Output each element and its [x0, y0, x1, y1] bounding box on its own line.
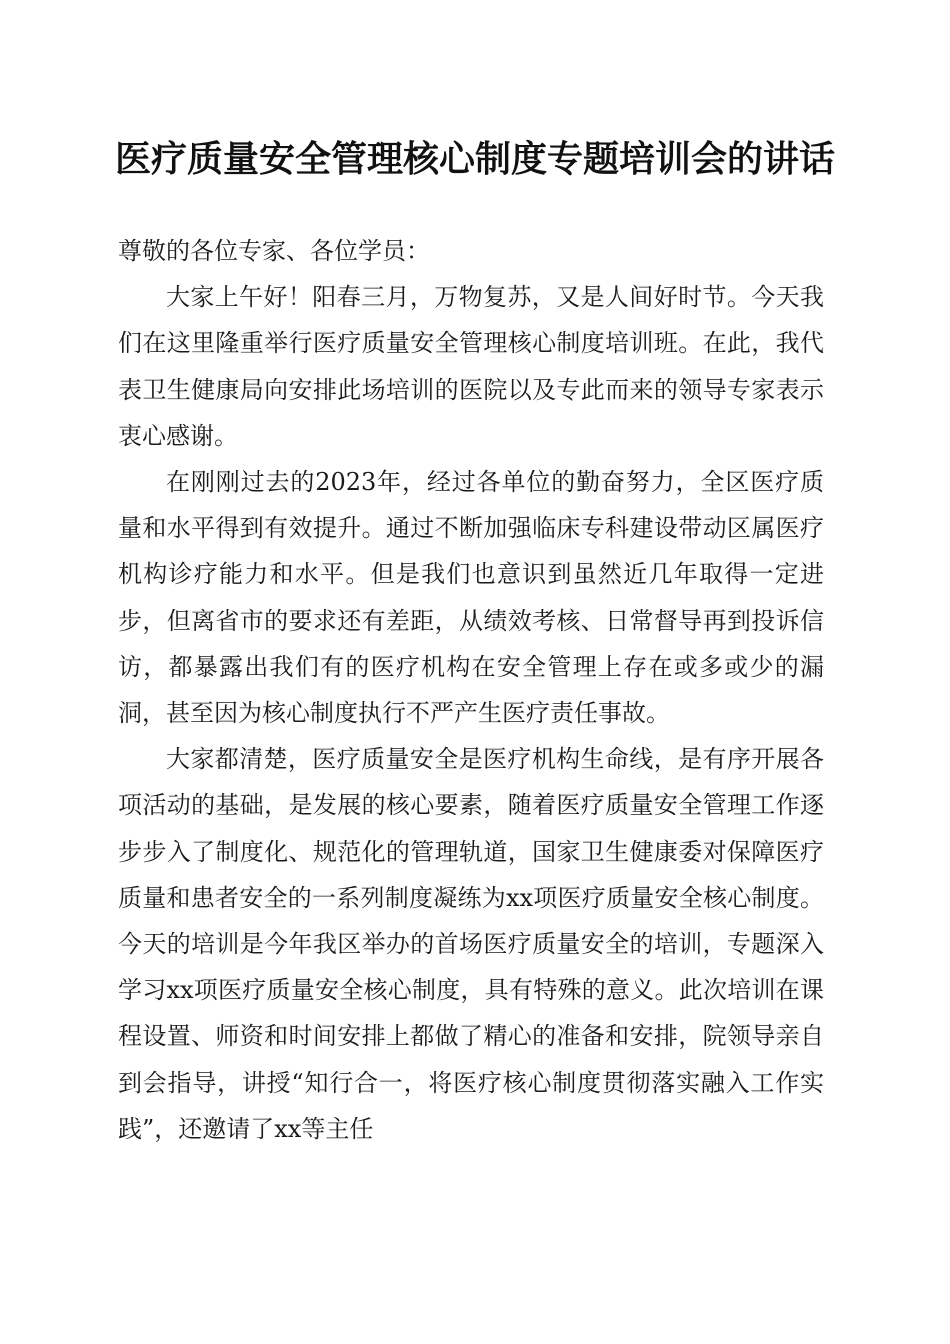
paragraph-2: 在刚刚过去的2023年，经过各单位的勤奋努力，全区医疗质量和水平得到有效提升。通过不断加强临床专科建设带动区属医疗机构诊疗能力和水平。但是我们也意识到虽然近几年取得一定进步，但离省市的要求还有差距，从绩效考核、日常督导再到投诉信访，都暴露出我们有的医疗机构在安全管理上存在或多或少的漏洞，甚至因为核心制度执行不严产生医疗责任事故。	[118, 468, 824, 728]
salutation: 尊敬的各位专家、各位学员：	[118, 237, 430, 265]
document-title: 医疗质量安全管理核心制度专题培训会的讲话	[114, 138, 835, 180]
paragraph-3: 大家都清楚，医疗质量安全是医疗机构生命线，是有序开展各项活动的基础，是发展的核心要素，随着医疗质量安全管理工作逐步步入了制度化、规范化的管理轨道，国家卫生健康委对保障医疗质量和患者安全的一系列制度凝练为xx项医疗质量安全核心制度。今天的培训是今年我区举办的首场医疗质量安全的培训，专题深入学习xx项医疗质量安全核心制度，具有特殊的意义。此次培训在课程设置、师资和时间安排上都做了精心的准备和安排，院领导亲自到会指导，讲授“知行合一，将医疗核心制度贯彻落实融入工作实践”，还邀请了xx等主任	[118, 745, 824, 1143]
paragraph-1: 大家上午好！阳春三月，万物复苏，又是人间好时节。今天我们在这里隆重举行医疗质量安全管理核心制度培训班。在此，我代表卫生健康局向安排此场培训的医院以及专此而来的领导专家表示衷心感谢。	[118, 283, 824, 450]
document-body	[118, 228, 824, 1152]
